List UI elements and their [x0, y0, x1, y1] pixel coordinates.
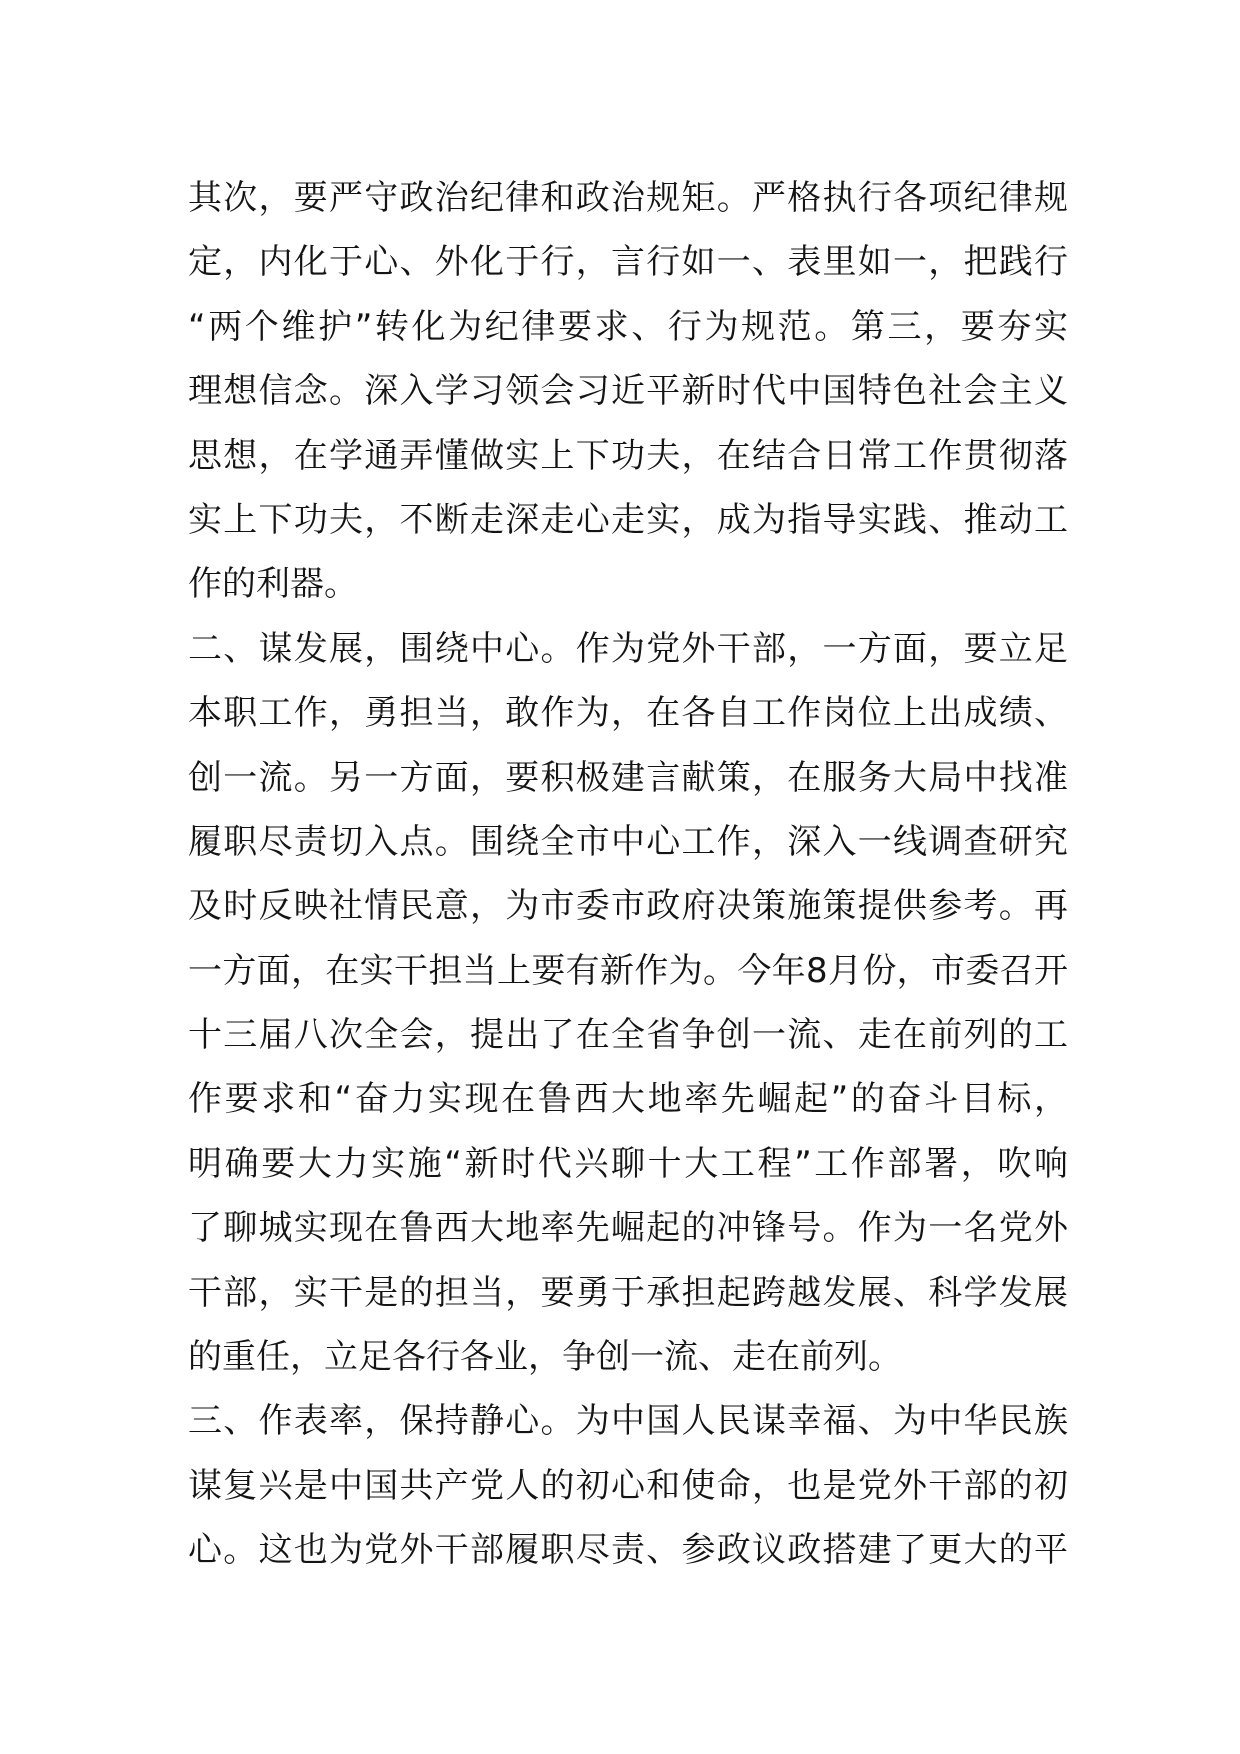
- text-line: 定，内化于心、外化于行，言行如一、表里如一，把践行: [188, 242, 1068, 283]
- text-line: 思想，在学通弄懂做实上下功夫，在结合日常工作贯彻落: [188, 435, 1068, 476]
- text-line: 十三届八次全会，提出了在全省争创一流、走在前列的工: [188, 1015, 1068, 1056]
- text-line: 谋复兴是中国共产党人的初心和使命，也是党外干部的初: [188, 1465, 1068, 1506]
- text-line: 心。这也为党外干部履职尽责、参政议政搭建了更大的平: [188, 1530, 1068, 1571]
- text-line: 其次，要严守政治纪律和政治规矩。严格执行各项纪律规: [188, 178, 1068, 218]
- text-line: “两个维护”转化为纪律要求、行为规范。第三，要夯实: [188, 306, 1068, 347]
- text-line: 了聊城实现在鲁西大地率先崛起的冲锋号。作为一名党外: [188, 1208, 1068, 1249]
- text-line: 理想信念。深入学习领会习近平新时代中国特色社会主义: [188, 371, 1068, 412]
- text-line: 二、谋发展，围绕中心。作为党外干部，一方面，要立足: [188, 628, 1068, 669]
- text-line: 三、作表率，保持静心。为中国人民谋幸福、为中华民族: [188, 1401, 1068, 1442]
- text-line: 作的利器。: [188, 564, 358, 605]
- text-line: 本职工作，勇担当，敢作为，在各自工作岗位上出成绩、: [188, 693, 1068, 734]
- text-line: 一方面，在实干担当上要有新作为。今年8月份，市委召开: [188, 950, 1068, 991]
- text-line: 干部，实干是的担当，要勇于承担起跨越发展、科学发展: [188, 1272, 1068, 1313]
- body-text: [188, 166, 1068, 1583]
- text-line: 及时反映社情民意，为市委市政府决策施策提供参考。再: [188, 886, 1068, 927]
- text-line: 实上下功夫，不断走深走心走实，成为指导实践、推动工: [188, 499, 1068, 540]
- text-line: 履职尽责切入点。围绕全市中心工作，深入一线调查研究: [188, 821, 1068, 862]
- text-line: 明确要大力实施“新时代兴聊十大工程”工作部署，吹响: [188, 1143, 1068, 1184]
- text-line: 作要求和“奋力实现在鲁西大地率先崛起”的奋斗目标，: [188, 1079, 1068, 1120]
- text-line: 的重任，立足各行各业，争创一流、走在前列。: [188, 1337, 902, 1378]
- text-line: 创一流。另一方面，要积极建言献策，在服务大局中找准: [188, 757, 1068, 798]
